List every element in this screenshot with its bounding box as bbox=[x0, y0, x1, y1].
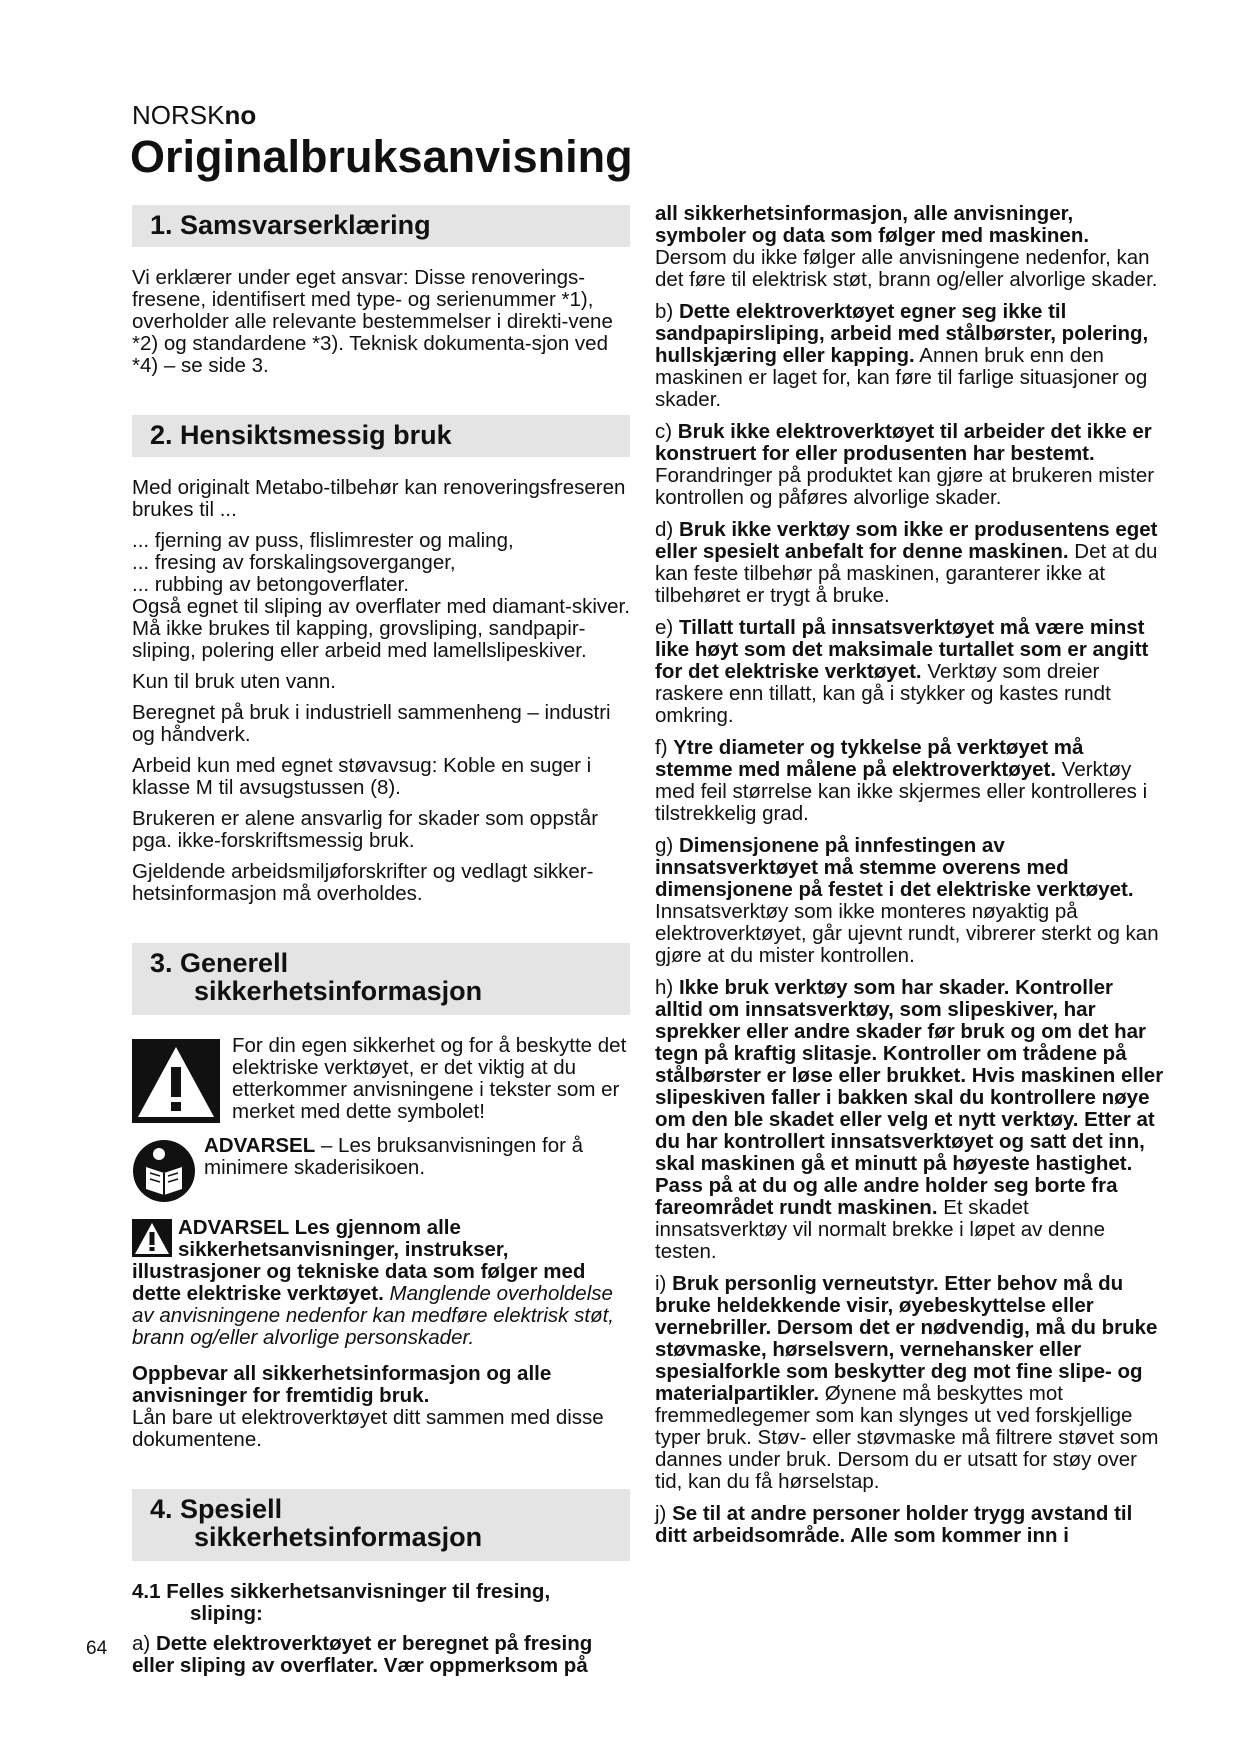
instruction-d-label: d) bbox=[655, 518, 679, 541]
instruction-a-cont-text: Dersom du ikke følger alle anvisningene nedenfor, kan det føre til elektrisk støt, brann og/eller alvorlige skader. bbox=[655, 246, 1158, 291]
instruction-e-label: e) bbox=[655, 616, 679, 639]
dust-extraction-text: Arbeid kun med egnet støvavsug: Koble en suger i klasse M til avsugstussen (8). bbox=[132, 754, 592, 799]
industry-text: Beregnet på bruk i industriell sammenheng – industri og håndverk. bbox=[132, 701, 611, 746]
instruction-c-text: Forandringer på produktet kan gjøre at brukeren mister kontrollen og påføres alvorlige skader. bbox=[655, 464, 1155, 509]
instruction-j-bold: Se til at andre personer holder trygg avstand til ditt arbeidsområde. Alle som kommer inn i bbox=[655, 1502, 1133, 1547]
regulations-text: Gjeldende arbeidsmiljøforskrifter og vedlagt sikker-hetsinformasjon må overholdes. bbox=[132, 860, 594, 905]
right-column bbox=[655, 203, 1165, 1557]
instruction-f bbox=[655, 737, 1165, 825]
instruction-f-label: f) bbox=[655, 736, 674, 759]
instruction-a-bold: Dette elektroverktøyet er beregnet på fresing eller sliping av overflater. Vær oppmerksom på bbox=[132, 1632, 593, 1677]
instruction-i bbox=[655, 1273, 1165, 1493]
instruction-h-bold: Ikke bruk verktøy som har skader. Kontroller alltid om innsatsverktøy, som slipeskiver, har sprekker eller andre skader før bruk og om det har tegn på kraftig slitasje. Kontroller om trådene på stålbørster er løse eller brukket. Hvis maskinen eller slipeskiven faller i bakken skal du kontrollere nøye om den ble skadet eller velg et nytt verktøy. Etter at du har kontrollert innsatsverktøyet og satt det inn, skal maskinen gå et minutt på høyeste hastighet. Pass på at du og alle andre holder seg borte fra fareområdet rundt maskinen. bbox=[655, 976, 1164, 1219]
use-list-item-1: ... fjerning av puss, flislimrester og maling, bbox=[132, 529, 514, 552]
language-label bbox=[132, 100, 256, 131]
left-column bbox=[132, 205, 630, 1686]
instruction-i-label: i) bbox=[655, 1272, 673, 1295]
advarsel-read-all: ADVARSEL Les gjennom alle sikkerhetsanvisninger, instrukser, illustrasjoner og tekniske data som følger med dette elektriske verktøyet. bbox=[132, 1216, 586, 1305]
instruction-h bbox=[655, 977, 1165, 1263]
instruction-c bbox=[655, 421, 1165, 509]
instruction-b-bold: Dette elektroverktøyet egner seg ikke til sandpapirsliping, arbeid med stålbørster, polering, hullskjæring eller kapping. bbox=[655, 300, 1149, 367]
instruction-d-text: Det at du kan feste tilbehør på maskinen, garanterer ikke at tilbehøret er trygt å bruke. bbox=[655, 540, 1158, 607]
instruction-c-bold: Bruk ikke elektroverktøyet til arbeider det ikke er konstruert for eller produsenten har bestemt. bbox=[655, 420, 1152, 465]
instruction-a-cont-bold: all sikkerhetsinformasjon, alle anvisninger, symboler og data som følger med maskinen. bbox=[655, 202, 1090, 247]
instruction-e bbox=[655, 617, 1165, 727]
read-manual-icon bbox=[132, 1139, 196, 1203]
advarsel-paragraph bbox=[132, 1217, 630, 1349]
instruction-a-continued bbox=[655, 203, 1165, 291]
instruction-a bbox=[132, 1633, 630, 1677]
subsection-line1: 4.1 Felles sikkerhetsanvisninger til fresing, bbox=[132, 1580, 551, 1603]
advarsel-text: – Les bruksanvisningen for å minimere skaderisikoen. bbox=[204, 1134, 584, 1179]
instruction-a-label: a) bbox=[132, 1632, 156, 1655]
instruction-b bbox=[655, 301, 1165, 411]
also-suitable-text: Også egnet til sliping av overflater med diamant-skiver. bbox=[132, 595, 630, 618]
instruction-g-text: Innsatsverktøy som ikke monteres nøyaktig på elektroverktøyet, går ujevnt rundt, vibrerer sterkt og kan gjøre at du mister kontrollen. bbox=[655, 900, 1159, 967]
instruction-g bbox=[655, 835, 1165, 967]
no-water-text: Kun til bruk uten vann. bbox=[132, 670, 336, 693]
keep-instructions-paragraph bbox=[132, 1363, 630, 1451]
not-for-use-text: Må ikke brukes til kapping, grovsliping, sandpapir-sliping, polering eller arbeid med lamellslipeskiver. bbox=[132, 617, 587, 662]
instruction-d bbox=[655, 519, 1165, 607]
instruction-j-label: j) bbox=[655, 1502, 673, 1525]
instruction-d-bold: Bruk ikke verktøy som ikke er produsentens eget eller spesielt anbefalt for denne maskinen. bbox=[655, 518, 1158, 563]
warning-triangle-icon bbox=[132, 1039, 220, 1123]
instruction-e-bold: Tillatt turtall på innsatsverktøyet må være minst like høyt som det maksimale turtallet som er angitt for det elektriske verktøyet. bbox=[655, 616, 1149, 683]
advarsel-label: ADVARSEL bbox=[204, 1134, 316, 1157]
use-list-item-2: ... fresing av forskalingsoverganger, bbox=[132, 551, 456, 574]
warning-symbol-text: For din egen sikkerhet og for å beskytte det elektriske verktøyet, er det viktig at du etterkommer anvisningene i tekster som er merket med dette symbolet! bbox=[232, 1034, 627, 1123]
keep-instructions-bold: Oppbevar all sikkerhetsinformasjon og alle anvisninger for fremtidig bruk. bbox=[132, 1362, 552, 1407]
instruction-e-text: Verktøy som dreier raskere enn tillatt, kan gå i stykker og kastes rundt omkring. bbox=[655, 660, 1111, 727]
instruction-g-label: g) bbox=[655, 834, 679, 857]
instruction-h-label: h) bbox=[655, 976, 679, 999]
read-manual-text bbox=[204, 1135, 630, 1179]
section-heading-4-line2: sikkerhetsinformasjon bbox=[194, 1522, 483, 1552]
language-name: NORSK bbox=[132, 100, 225, 130]
declaration-text: Vi erklærer under eget ansvar: Disse renoverings-fresene, identifisert med type- og serienummer *1), overholder alle relevante bestemmelser i direkti-vene *2) og standardene *3). Teknisk dokumenta-sjon ved *4) – se side 3. bbox=[132, 266, 613, 377]
warning-symbol-note bbox=[132, 1035, 630, 1123]
page-title: Originalbruksanvisning bbox=[130, 131, 633, 182]
keep-instructions-text: Lån bare ut elektroverktøyet ditt sammen med disse dokumentene. bbox=[132, 1406, 604, 1451]
subsection-line2: sliping: bbox=[190, 1602, 263, 1625]
section-heading-2: 2. Hensiktsmessig bruk bbox=[132, 415, 630, 457]
instruction-h-text: Et skadet innsatsverktøy vil normalt brekke i løpet av denne testen. bbox=[655, 1196, 1106, 1263]
instruction-b-label: b) bbox=[655, 300, 679, 323]
instruction-j bbox=[655, 1503, 1165, 1547]
advarsel-consequence: Manglende overholdelse av anvisningene nedenfor kan medføre elektrisk støt, brann og/eller alvorlige personskader. bbox=[132, 1282, 614, 1349]
instruction-i-text: Øynene må beskyttes mot fremmedlegemer som kan slynges ut ved forskjellige typer bruk. Støv- eller støvmaske må filtrere støvet som dannes under bruk. Dersom du er utsatt for støy over tid, kan du få hørselstap. bbox=[655, 1382, 1159, 1493]
section-heading-3-line2: sikkerhetsinformasjon bbox=[194, 976, 483, 1006]
subsection-heading-4-1 bbox=[132, 1581, 630, 1625]
section-heading-4 bbox=[132, 1489, 630, 1561]
intended-use-intro: Med originalt Metabo-tilbehør kan renoveringsfreseren brukes til ... bbox=[132, 476, 626, 521]
instruction-b-text: Annen bruk enn den maskinen er laget for, kan føre til farlige situasjoner og skader. bbox=[655, 344, 1148, 411]
instruction-f-text: Verktøy med feil størrelse kan ikke skjermes eller kontrolleres i tilstrekkelig grad. bbox=[655, 758, 1148, 825]
small-warning-icon bbox=[132, 1219, 172, 1257]
instruction-i-bold: Bruk personlig verneutstyr. Etter behov må du bruke heldekkende visir, øyebeskyttelse eller vernebriller. Dersom det er nødvendig, må du bruke støvmaske, hørselsvern, vernehansker eller spesialforkle som beskytter deg mot fine slipe- og materialpartikler. bbox=[655, 1272, 1158, 1405]
section-heading-3-line1: 3. Generell bbox=[150, 948, 289, 978]
user-liability-text: Brukeren er alene ansvarlig for skader som oppstår pga. ikke-forskriftsmessig bruk. bbox=[132, 807, 599, 852]
language-code: no bbox=[224, 100, 257, 130]
section-heading-1: 1. Samsvarserklæring bbox=[132, 205, 630, 247]
instruction-f-bold: Ytre diameter og tykkelse på verktøyet må stemme med målene på elektroverktøyet. bbox=[655, 736, 1084, 781]
read-manual-note bbox=[132, 1135, 630, 1203]
instruction-c-label: c) bbox=[655, 420, 678, 443]
use-list-item-3: ... rubbing av betongoverflater. bbox=[132, 573, 409, 596]
section-heading-4-line1: 4. Spesiell bbox=[150, 1494, 283, 1524]
section-heading-3 bbox=[132, 943, 630, 1015]
page-number: 64 bbox=[86, 1638, 108, 1659]
instruction-g-bold: Dimensjonene på innfestingen av innsatsverktøyet må stemme overens med dimensjonene på festet i det elektriske verktøyet. bbox=[655, 834, 1134, 901]
